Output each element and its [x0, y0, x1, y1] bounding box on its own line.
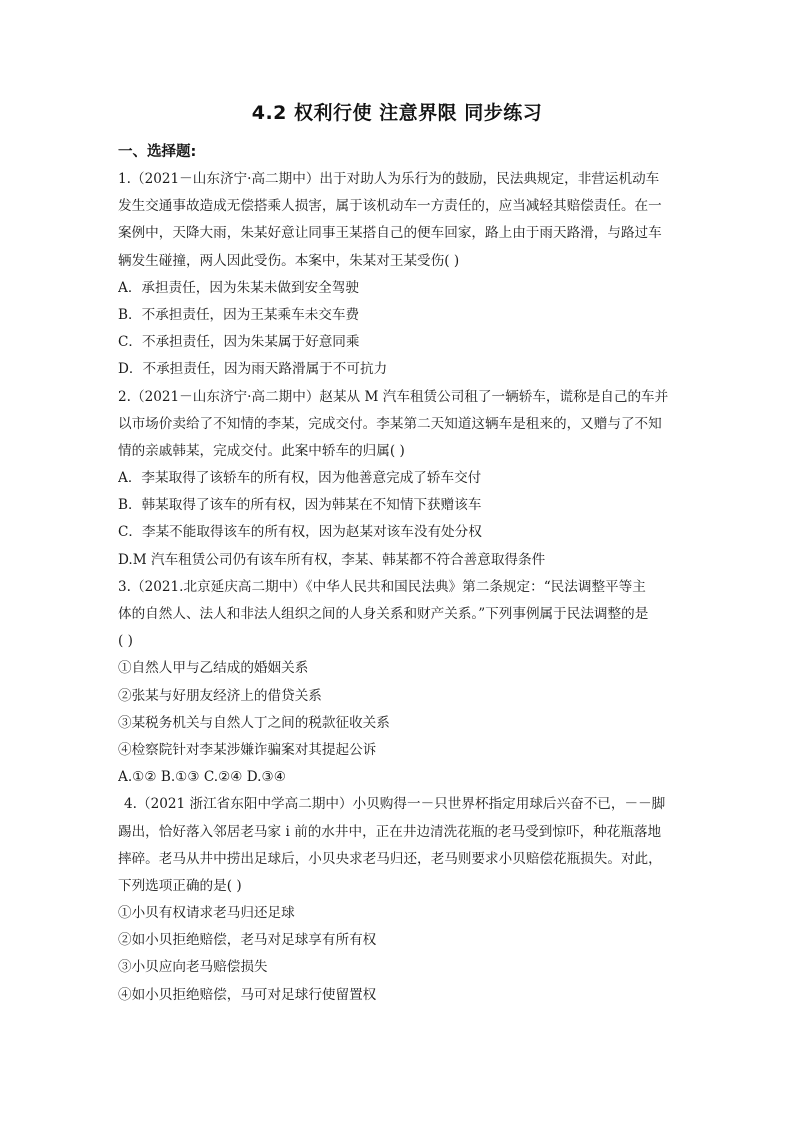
- page-title: 4.2 权利行使 注意界限 同步练习: [251, 102, 543, 124]
- text-line: 辆发生碰撞，两人因此受伤。本案中，朱某对王某受伤( ): [118, 252, 460, 269]
- text-line: 下列选项正确的是( ): [118, 877, 242, 894]
- text-line: ②张某与好朋友经济上的借贷关系: [118, 687, 322, 704]
- text-line: 情的亲戚韩某，完成交付。此案中轿车的归属( ): [118, 442, 405, 459]
- text-line: 案例中，天降大雨，朱某好意让同事王某搭自己的便车回家，路上由于雨天路滑，与路过车: [118, 225, 662, 242]
- text-line: B．韩某取得了该车的所有权，因为韩某在不知情下获赠该车: [118, 497, 482, 514]
- question-content: [118, 166, 684, 1009]
- text-line: ①自然人甲与乙结成的婚姻关系: [118, 660, 309, 677]
- text-line: A．李某取得了该轿车的所有权，因为他善意完成了轿车交付: [118, 470, 482, 487]
- text-line: ④如小贝拒绝赔偿，马可对足球行使留置权: [118, 986, 377, 1003]
- text-line: A.①② B.①③ C.②④ D.③④: [118, 769, 286, 786]
- text-line: 2.（2021－山东济宁·高二期中）赵某从 M 汽车租赁公司租了一辆轿车，谎称是自己的车并: [118, 388, 669, 405]
- text-line: ( ): [118, 633, 133, 650]
- section-heading: 一、选择题:: [118, 144, 197, 160]
- text-line: ③小贝应向老马赔偿损失: [118, 959, 268, 976]
- text-line: 4.（2021 浙江省东阳中学高二期中）小贝购得一－只世界杯指定用球后兴奋不已，－－脚: [124, 796, 666, 813]
- text-line: 发生交通事故造成无偿搭乘人损害，属于该机动车一方责任的，应当减轻其赔偿责任。在一: [118, 198, 662, 215]
- text-line: 以市场价卖给了不知情的李某，完成交付。李某第二天知道这辆车是租来的，又赠与了不知: [118, 415, 662, 432]
- text-line: D.M 汽车租赁公司仍有该车所有权，李某、韩某都不符合善意取得条件: [118, 551, 546, 568]
- text-line: ②如小贝拒绝赔偿，老马对足球享有所有权: [118, 932, 377, 949]
- text-line: C．李某不能取得该车的所有权，因为赵某对该车没有处分权: [118, 524, 482, 541]
- text-line: A．承担责任，因为朱某未做到安全驾驶: [118, 279, 359, 296]
- text-line: 体的自然人、法人和非法人组织之间的人身关系和财产关系。”下列事例属于民法调整的是: [118, 606, 649, 622]
- text-line: ①小贝有权请求老马归还足球: [118, 905, 295, 922]
- text-line: 3.（2021.北京延庆高二期中）《中华人民共和国民法典》第二条规定：“民法调整平等主: [118, 578, 646, 595]
- text-line: 摔碎。老马从井中捞出足球后，小贝央求老马归还，老马则要求小贝赔偿花瓶损失。对此，: [118, 850, 662, 867]
- text-line: ④检察院针对李某涉嫌诈骗案对其提起公诉: [118, 741, 377, 758]
- text-line: C．不承担责任，因为朱某属于好意同乘: [118, 334, 360, 351]
- text-line: B．不承担责任，因为王某乘车未交车费: [118, 306, 360, 323]
- text-line: 1.（2021－山东济宁·高二期中）出于对助人为乐行为的鼓励，民法典规定，非营运机动车: [118, 171, 660, 187]
- text-line: ③某税务机关与自然人丁之间的税款征收关系: [118, 714, 390, 731]
- text-line: D．不承担责任，因为雨天路滑属于不可抗力: [118, 361, 388, 378]
- text-line: 踢出，恰好落入邻居老马家 i 前的水井中，正在井边清洗花瓶的老马受到惊吓，种花瓶落地: [118, 823, 662, 840]
